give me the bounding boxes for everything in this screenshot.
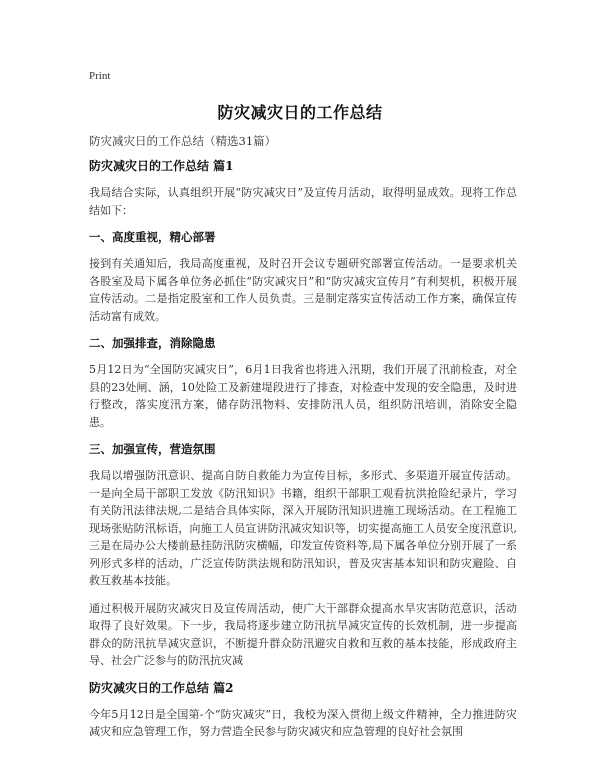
document-body	[89, 133, 517, 751]
page-title: 防灾减灾日的工作总结	[217, 103, 383, 122]
article-1-heading: 防灾减灾日的工作总结 篇1	[89, 159, 234, 173]
print-link[interactable]: Print	[89, 70, 111, 82]
section-2-text: 5月12日为“全国防灾减灾日”，6月1日我省也将进入汛期，我们开展了汛前检查，对全县的23处闸、涵，10处险工及新建堤段进行了排查，对检查中发现的安全隐患，及时进行整改，落实度汛方案，储存防汛物料、安排防汛人员，组织防汛培训，消除安全隐患。	[89, 363, 517, 429]
section-1-heading: 一、高度重视，精心部署	[89, 230, 216, 244]
section-3-heading: 三、加强宣传，营造氛围	[89, 442, 216, 456]
section-1-text: 接到有关通知后，我局高度重视，及时召开会议专题研究部署宣传活动。一是要求机关各股室及局下属各单位务必抓住“防灾减灾日”和“防灾减灾宣传月”有利契机，积极开展宣传活动。二是指定股室和工作人员负责。三是制定落实宣传活动工作方案，确保宣传活动富有成效。	[89, 257, 517, 323]
article-2-text: 今年5月12日是全国第-个“防灾减灾”日，我校为深入贯彻上级文件精神，全力推进防灾减灾和应急管理工作，努力营造全民参与防灾减灾和应急管理的良好社会氛围	[89, 707, 517, 738]
section-2-heading: 二、加强排查，消除隐患	[89, 336, 216, 350]
document-subtitle: 防灾减灾日的工作总结（精选31篇）	[89, 134, 277, 148]
article-1-intro: 我局结合实际，认真组织开展“防灾减灾日”及宣传月活动，取得明显成效。现将工作总结如下：	[89, 186, 517, 217]
section-3-text: 我局以增强防汛意识、提高自防自救能力为宣传目标，多形式、多渠道开展宣传活动。一是向全局干部职工发放《防汛知识》书籍，组织干部职工观看抗洪抢险纪录片，学习有关防汛法律法规,二是结合具体实际，深入开展防汛知识进施工现场活动。在工程施工现场张贴防汛标语，向施工人员宣讲防汛减灾知识等，切实提高施工人员安全度汛意识,三是在局办公大楼前悬挂防汛防灾横幅，印发宣传资料等,局下属各单位分别开展了一系列形式多样的活动，广泛宣传防洪法规和防汛知识，普及灾害基本知识和防灾避险、自救互救基本技能。	[89, 469, 517, 587]
article-2-heading: 防灾减灾日的工作总结 篇2	[89, 680, 234, 695]
article-1-closing: 通过积极开展防灾减灾日及宣传周活动，使广大干部群众提高水旱灾害防范意识，活动取得了良好效果。下一步，我局将逐步建立防汛抗旱减灾宣传的长效机制，进一步提高群众的防汛抗旱减灾意识，不断提升群众防汛避灾自救和互救的基本技能，形成政府主导、社会广泛参与的防汛抗灾减	[89, 601, 517, 667]
